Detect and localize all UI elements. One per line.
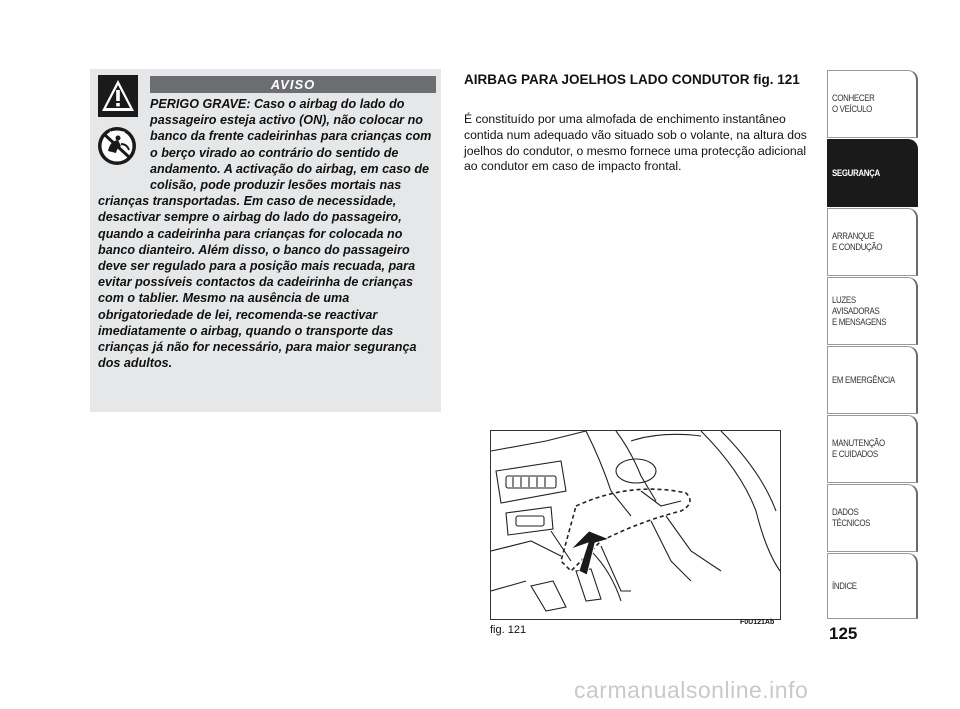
page-number: 125	[829, 624, 858, 643]
sidebar-tab-luzes[interactable]: LUZES AVISADORAS E MENSAGENS	[827, 277, 918, 345]
airbag-arrow-icon	[571, 531, 609, 575]
section-body: É constituído por uma almofada de enchimento instantâneo contida num adequado vão situado sob o volante, na altura dos joelhos do condutor, o mesmo fornece uma protecção adicional ao condutor em caso de impacto frontal.	[464, 112, 807, 174]
sidebar-tab-manutencao[interactable]: MANUTENÇÃO E CUIDADOS	[827, 415, 918, 483]
watermark: carmanualsonline.info	[574, 677, 809, 703]
figure-caption: fig. 121	[490, 624, 527, 636]
sidebar-tab-indice[interactable]: ÍNDICE	[827, 553, 918, 619]
figure-code: F0U121Ab	[740, 619, 775, 626]
sidebar-tab-dados[interactable]: DADOS TÉCNICOS	[827, 484, 918, 552]
section-heading: AIRBAG PARA JOELHOS LADO CONDUTOR fig. 121	[464, 72, 800, 87]
figure-drawing	[491, 431, 780, 619]
warning-box	[90, 69, 441, 412]
sidebar-tab-emergencia[interactable]: EM EMERGÊNCIA	[827, 346, 918, 414]
sidebar-tab-seguranca[interactable]: SEGURANÇA	[827, 139, 918, 207]
warning-text: PERIGO GRAVE: Caso o airbag do lado do passageiro esteja activo (ON), não colocar no banco da frente cadeirinhas para crianças com o berço virado ao contrário do sentido de andamento. A activação do airbag, em caso de colisão, pode produzir lesões mortais nas crianças transportadas. Em caso de necessidade, desactivar sempre o airbag do lado do passageiro, quando a cadeirinha para crianças for colocada no banco dianteiro. Além disso, o banco do passageiro deve ser regulado para a posição mais recuada, para evitar possíveis contactos da cadeirinha de crianças com o tablier. Mesmo na ausência de uma obrigatoriedade de lei, recomenda-se reactivar imediatamente o airbag, quando o transporte das crianças já não for necessário, para maior segurança dos adultos.	[98, 97, 432, 371]
sidebar-tab-arranque[interactable]: ARRANQUE E CONDUÇÃO	[827, 208, 918, 276]
symbol-label: AIRBAG	[109, 129, 125, 135]
warning-label: AVISO	[150, 76, 436, 93]
knee-airbag-figure	[490, 430, 781, 620]
sidebar-tab-conhecer[interactable]: CONHECER O VEÍCULO	[827, 70, 918, 138]
